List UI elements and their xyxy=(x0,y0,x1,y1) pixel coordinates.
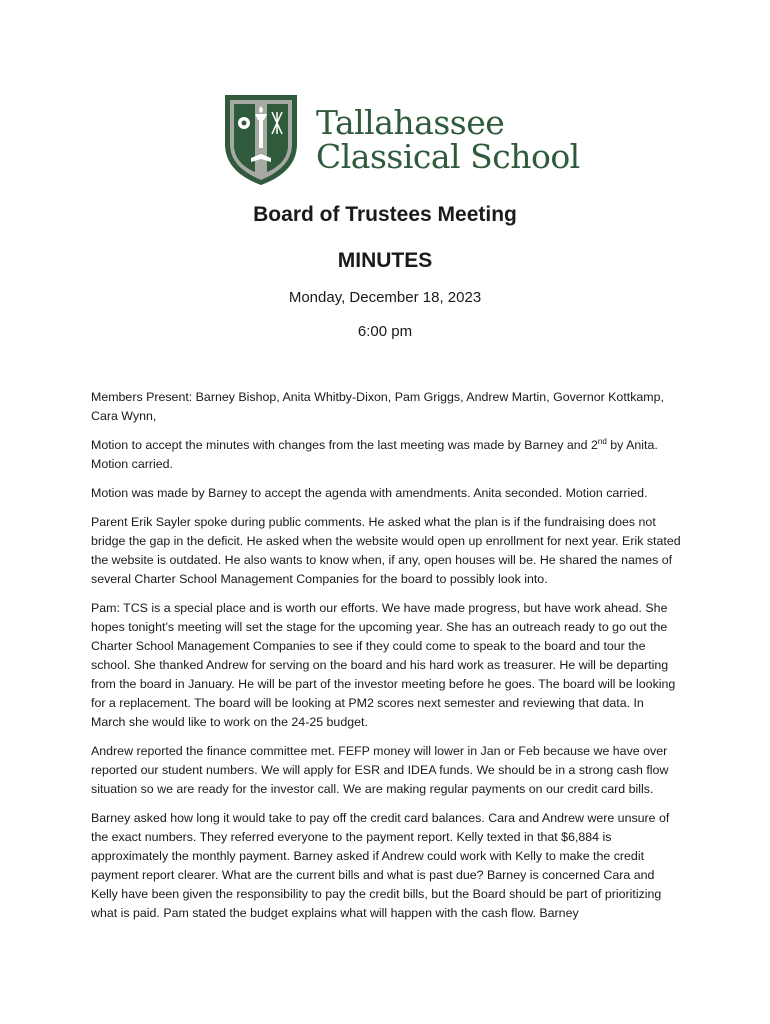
credit-card-paragraph: Barney asked how long it would take to pay off the credit card balances. Cara and Andrew were unsure of the exact numbers. They referred everyone to the payment report. Kelly texted in that $6,884 is approximately the monthly payment. Barney asked if Andrew could work with Kelly to make the credit payment report clearer. What are the current bills and what is past due? Barney is concerned Cara and Kelly have been given the responsibility to pay the credit bills, but the Board should be part of prioritizing what is paid. Pam stated the budget explains what will happen with the cash flow. Barney xyxy=(91,811,670,920)
document-title: Board of Trustees Meeting xyxy=(253,203,517,226)
pam-report-paragraph: Pam: TCS is a special place and is worth our efforts. We have made progress, but have work ahead. She hopes tonight’s meeting will set the stage for the upcoming year. She has an outreach ready to go out the Charter School Management Companies to see if they could come to speak to the board and tour the school. She thanked Andrew for serving on the board and his hard work as treasurer. He will be departing from the board in January. He will be part of the investor meeting before he goes. The board will be looking for a replacement. The board will be looking at PM2 scores next semester and reviewing that data. In March she would like to work on the 24-25 budget. xyxy=(91,601,676,729)
meeting-time: 6:00 pm xyxy=(357,323,413,340)
school-name xyxy=(316,103,580,176)
motion-text-end: by Anita. Motion carried. xyxy=(91,438,658,471)
minutes-body xyxy=(91,388,681,933)
school-name-line1: Tallahassee xyxy=(316,103,505,142)
members-present-paragraph: Members Present: Barney Bishop, Anita Whitby-Dixon, Pam Griggs, Andrew Martin, Governor Kottkamp, Cara Wynn, xyxy=(91,390,664,423)
document-subtitle: MINUTES xyxy=(337,249,433,272)
school-logo xyxy=(222,92,580,188)
meeting-date: Monday, December 18, 2023 xyxy=(288,289,482,306)
motion-text-start: Motion to accept the minutes with changes from the last meeting was made by Barney and 2 xyxy=(91,438,598,452)
school-name-line2: Classical School xyxy=(316,137,580,176)
school-crest-icon xyxy=(222,92,300,188)
public-comments-paragraph: Parent Erik Sayler spoke during public comments. He asked what the plan is if the fundraising does not bridge the gap in the deficit. He asked when the website would open up enrollment for next year. Erik stated the website is outdated. He also wants to know when, if any, open houses will be. He shared the names of several Charter School Management Companies for the board to possibly look into. xyxy=(91,515,681,586)
finance-report-paragraph: Andrew reported the finance committee met. FEFP money will lower in Jan or Feb because we have over reported our student numbers. We will apply for ESR and IDEA funds. We should be in a strong cash flow situation so we are ready for the investor call. We are making regular payments on our credit card bills. xyxy=(91,744,669,796)
motion-minutes-paragraph xyxy=(91,436,681,474)
ordinal-superscript: nd xyxy=(597,436,607,446)
motion-agenda-paragraph: Motion was made by Barney to accept the agenda with amendments. Anita seconded. Motion carried. xyxy=(91,486,648,500)
